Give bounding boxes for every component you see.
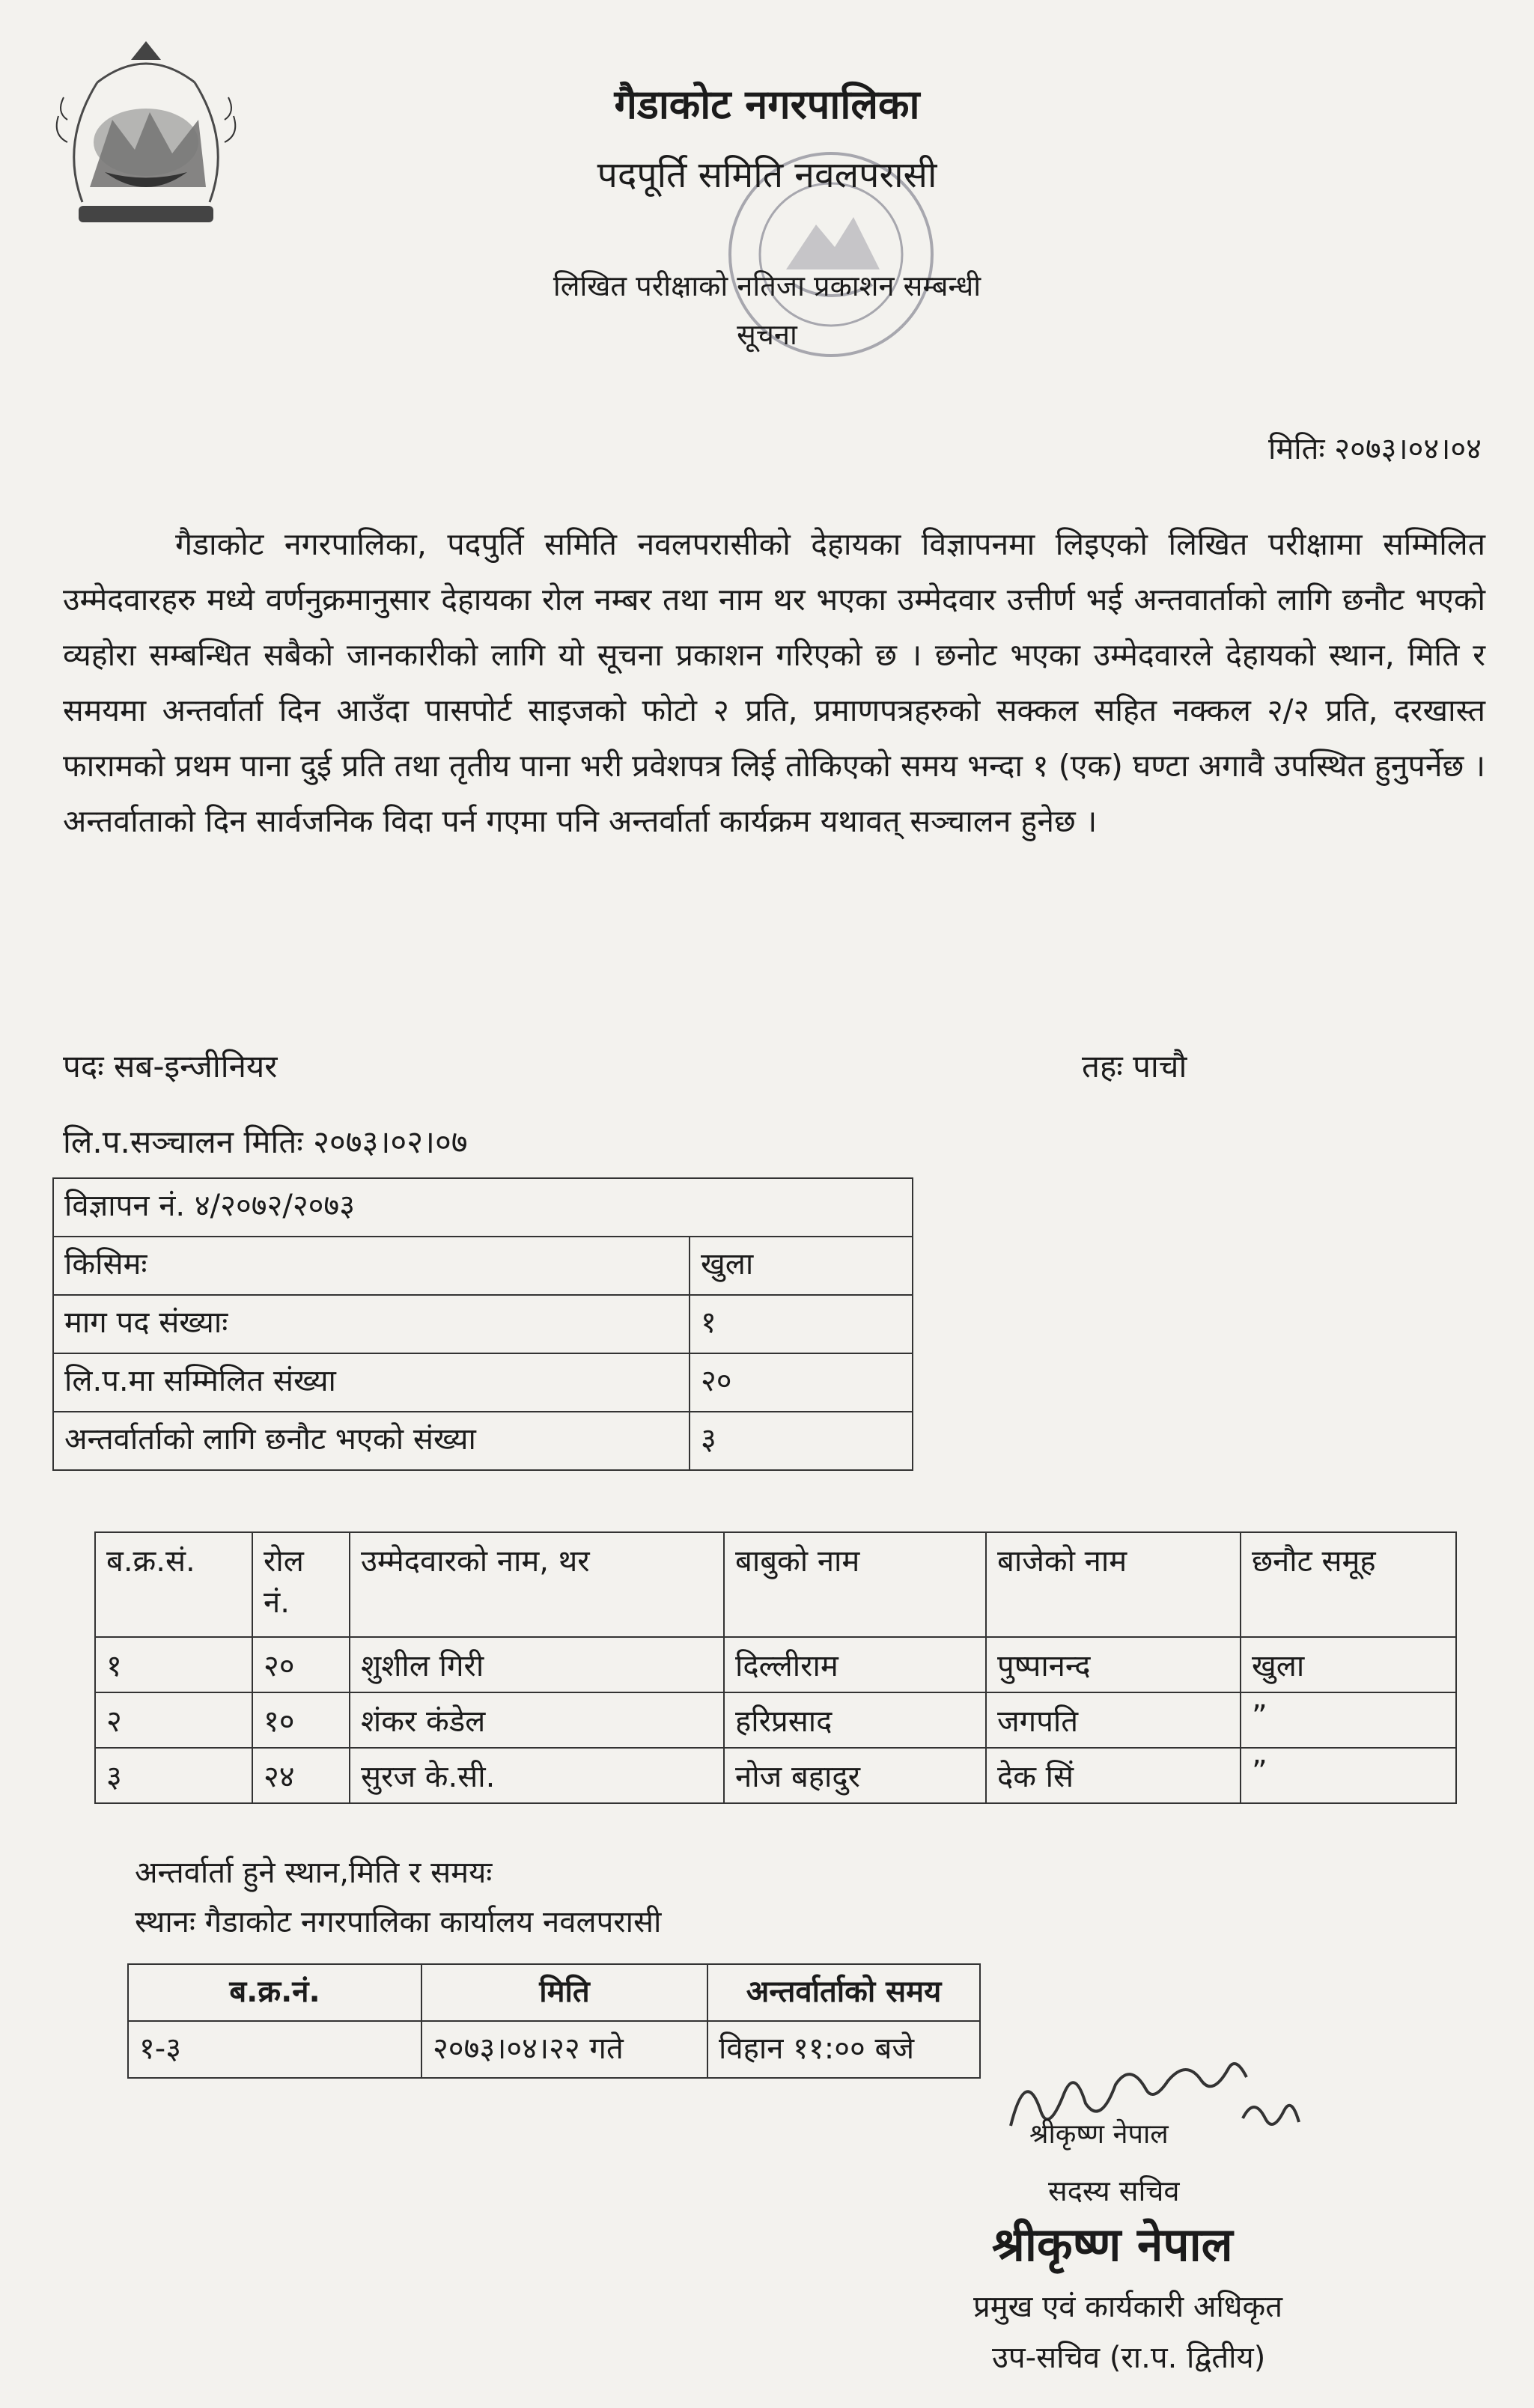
signatory-title: प्रमुख एवं कार्यकारी अधिकृत xyxy=(973,2290,1283,2324)
table-row xyxy=(95,1637,1456,1692)
roll-cell: १० xyxy=(252,1692,350,1748)
father-name-cell: नोज बहादुर xyxy=(724,1748,986,1803)
post-name: पदः सब-इन्जीनियर xyxy=(63,1048,278,1085)
signatory-name-stamp: श्रीकृष्ण नेपाल xyxy=(992,2217,1233,2272)
summary-value: २० xyxy=(690,1353,913,1412)
notice-date: मितिः २०७३।०४।०४ xyxy=(1268,432,1482,466)
table-row xyxy=(95,1692,1456,1748)
table-row xyxy=(95,1748,1456,1803)
interview-schedule-table xyxy=(127,1963,981,2079)
advertisement-number: विज्ञापन नं. ४/२०७२/२०७३ xyxy=(53,1178,913,1237)
candidate-name-cell: शंकर कंडेल xyxy=(350,1692,724,1748)
nepal-emblem-icon xyxy=(37,30,255,254)
serial-cell: ३ xyxy=(95,1748,252,1803)
table-row xyxy=(53,1412,913,1470)
column-header: मिति xyxy=(421,1964,707,2021)
column-header: ब.क्र.सं. xyxy=(95,1532,252,1637)
candidate-name-cell: शुशील गिरी xyxy=(350,1637,724,1692)
summary-label: लि.प.मा सम्मिलित संख्या xyxy=(53,1353,690,1412)
office-title: गैडाकोट नगरपालिका xyxy=(614,81,920,128)
roll-cell: २० xyxy=(252,1637,350,1692)
serial-cell: १ xyxy=(95,1637,252,1692)
grandfather-name-cell: पुष्पानन्द xyxy=(986,1637,1241,1692)
serial-range-cell: १-३ xyxy=(128,2021,421,2078)
signatory-role: सदस्य सचिव xyxy=(1048,2174,1180,2207)
father-name-cell: दिल्लीराम xyxy=(724,1637,986,1692)
column-header: छनौट समूह xyxy=(1241,1532,1456,1637)
interview-date-cell: २०७३।०४।२२ गते xyxy=(421,2021,707,2078)
notice-label: सूचना xyxy=(737,318,797,351)
summary-value: खुला xyxy=(690,1237,913,1295)
table-row xyxy=(53,1353,913,1412)
summary-value: ३ xyxy=(690,1412,913,1470)
table-row xyxy=(53,1237,913,1295)
column-header: बाबुको नाम xyxy=(724,1532,986,1637)
written-exam-date: लि.प.सञ्चालन मितिः २०७३।०२।०७ xyxy=(63,1124,468,1160)
grandfather-name-cell: जगपति xyxy=(986,1692,1241,1748)
interview-venue: स्थानः गैडाकोट नगरपालिका कार्यालय नवलपरासी xyxy=(135,1905,662,1939)
candidate-name-cell: सुरज के.सी. xyxy=(350,1748,724,1803)
roll-cell: २४ xyxy=(252,1748,350,1803)
column-header: उम्मेदवारको नाम, थर xyxy=(350,1532,724,1637)
group-cell: ” xyxy=(1241,1748,1456,1803)
serial-cell: २ xyxy=(95,1692,252,1748)
table-row xyxy=(128,2021,980,2078)
signatory-name: श्रीकृष्ण नेपाल xyxy=(1029,2119,1169,2150)
post-level: तहः पाचौ xyxy=(1082,1048,1187,1085)
table-header-row xyxy=(128,1964,980,2021)
table-header-row xyxy=(95,1532,1456,1637)
column-header: बाजेको नाम xyxy=(986,1532,1241,1637)
summary-label: किसिमः xyxy=(53,1237,690,1295)
summary-table xyxy=(52,1177,913,1471)
column-header: ब.क्र.नं. xyxy=(128,1964,421,2021)
summary-label: अन्तर्वार्ताको लागि छनौट भएको संख्या xyxy=(53,1412,690,1470)
interview-time-cell: विहान ११:०० बजे xyxy=(707,2021,980,2078)
column-header: रोल नं. xyxy=(252,1532,350,1637)
summary-value: १ xyxy=(690,1295,913,1353)
group-cell: ” xyxy=(1241,1692,1456,1748)
father-name-cell: हरिप्रसाद xyxy=(724,1692,986,1748)
results-table xyxy=(94,1531,1457,1804)
committee-subtitle: पदपूर्ति समिति नवलपरासी xyxy=(597,154,937,196)
table-row xyxy=(53,1295,913,1353)
group-cell: खुला xyxy=(1241,1637,1456,1692)
signatory-rank: उप-सचिव (रा.प. द्वितीय) xyxy=(992,2341,1266,2375)
column-header: अन्तर्वार्ताको समय xyxy=(707,1964,980,2021)
interview-heading: अन्तर्वार्ता हुने स्थान,मिति र समयः xyxy=(135,1856,493,1890)
notice-subject: लिखित परीक्षाको नतिजा प्रकाशन सम्बन्धी xyxy=(553,269,981,302)
notice-body: गैडाकोट नगरपालिका, पदपुर्ति समिति नवलपरासीको देहायका विज्ञापनमा लिइएको लिखित परीक्षामा सम्मिलित उम्मेदवारहरु मध्ये वर्णनुक्रमानुसार देहायका रोल नम्बर तथा नाम थर भएका उम्मेदवार उत्तीर्ण भई अन्तवार्ताको लागि छनौट भएको व्यहोरा सम्बन्धित सबैको जानकारीको लागि यो सूचना प्रकाशन गरिएको छ । छनोट भएका उम्मेदवारले देहायको स्थान, मिति र समयमा अन्तर्वार्ता दिन आउँदा पासपोर्ट साइजको फोटो २ प्रति, प्रमाणपत्रहरुको सक्कल सहित नक्कल २/२ प्रति, दरखास्त फारामको प्रथम पाना दुई प्रति तथा तृतीय पाना भरी प्रवेशपत्र लिई तोकिएको समय भन्दा १ (एक) घण्टा अगावै उपस्थित हुनुपर्नेछ । अन्तर्वाताको दिन सार्वजनिक विदा पर्न गएमा पनि अन्तर्वार्ता कार्यक्रम यथावत् सञ्चालन हुनेछ । xyxy=(63,526,1485,839)
table-row xyxy=(53,1178,913,1237)
grandfather-name-cell: देक सिं xyxy=(986,1748,1241,1803)
summary-label: माग पद संख्याः xyxy=(53,1295,690,1353)
